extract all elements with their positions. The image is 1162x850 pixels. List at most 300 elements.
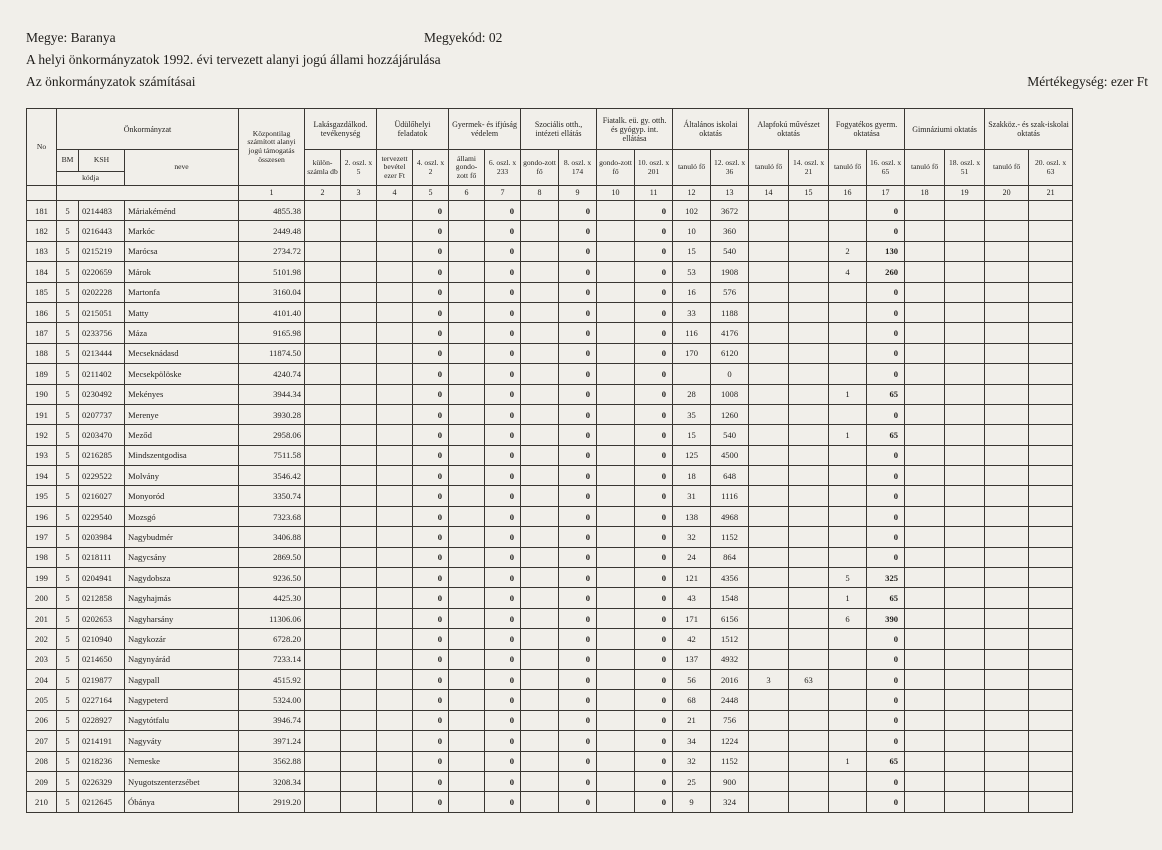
table-row xyxy=(27,792,1157,812)
row-total: 9165.98 xyxy=(239,323,305,343)
cell-col3 xyxy=(341,649,377,669)
cell-col20 xyxy=(985,649,1029,669)
row-bm-code: 5 xyxy=(57,384,79,404)
cell-col13: 2016 xyxy=(711,669,749,689)
column-number-blank xyxy=(27,186,57,201)
row-no: 207 xyxy=(27,731,57,751)
row-no: 184 xyxy=(27,262,57,282)
cell-col16 xyxy=(829,629,867,649)
cell-col16 xyxy=(829,486,867,506)
column-number: 13 xyxy=(711,186,749,201)
row-ksh-code: 0204941 xyxy=(79,568,125,588)
cell-col18 xyxy=(905,262,945,282)
cell-col3 xyxy=(341,669,377,689)
cell-col19 xyxy=(945,384,985,404)
cell-col20 xyxy=(985,221,1029,241)
cell-col11: 0 xyxy=(635,629,673,649)
row-municipality-name: Nagyharsány xyxy=(125,608,239,628)
sub-header: 16. oszl. x 65 xyxy=(867,150,905,186)
cell-col11: 0 xyxy=(635,486,673,506)
cell-col9: 0 xyxy=(559,425,597,445)
row-ksh-code: 0211402 xyxy=(79,364,125,384)
cell-col4 xyxy=(377,710,413,730)
cell-col3 xyxy=(341,792,377,812)
cell-col14 xyxy=(749,404,789,424)
cell-col5: 0 xyxy=(413,201,449,221)
table-row xyxy=(27,466,1157,486)
cell-col19 xyxy=(945,547,985,567)
cell-col16 xyxy=(829,404,867,424)
cell-col8 xyxy=(521,690,559,710)
cell-col2 xyxy=(305,649,341,669)
group-header: Fogyatékos gyerm. oktatása xyxy=(829,109,905,150)
cell-col16 xyxy=(829,547,867,567)
row-municipality-name: Mecsekpölöske xyxy=(125,364,239,384)
cell-col19 xyxy=(945,608,985,628)
cell-col16: 4 xyxy=(829,262,867,282)
cell-col8 xyxy=(521,466,559,486)
cell-col13: 900 xyxy=(711,771,749,791)
cell-col13: 6156 xyxy=(711,608,749,628)
cell-col17: 0 xyxy=(867,547,905,567)
cell-col10 xyxy=(597,771,635,791)
cell-col21 xyxy=(1029,751,1073,771)
row-municipality-name: Márok xyxy=(125,262,239,282)
cell-col10 xyxy=(597,588,635,608)
table-body xyxy=(27,201,1157,813)
row-bm-code: 5 xyxy=(57,425,79,445)
table-row xyxy=(27,425,1157,445)
cell-col3 xyxy=(341,771,377,791)
row-no: 196 xyxy=(27,506,57,526)
row-municipality-name: Nagypeterd xyxy=(125,690,239,710)
cell-col18 xyxy=(905,588,945,608)
table-row xyxy=(27,568,1157,588)
cell-col20 xyxy=(985,690,1029,710)
cell-col9: 0 xyxy=(559,323,597,343)
row-total: 2919.20 xyxy=(239,792,305,812)
cell-col13: 1260 xyxy=(711,404,749,424)
cell-col16 xyxy=(829,710,867,730)
cell-col18 xyxy=(905,364,945,384)
cell-col11: 0 xyxy=(635,506,673,526)
cell-col6 xyxy=(449,302,485,322)
sub-header: 8. oszl. x 174 xyxy=(559,150,597,186)
cell-col16 xyxy=(829,201,867,221)
row-municipality-name: Nagycsány xyxy=(125,547,239,567)
cell-col6 xyxy=(449,710,485,730)
cell-col13: 4968 xyxy=(711,506,749,526)
cell-col19 xyxy=(945,629,985,649)
cell-col11: 0 xyxy=(635,343,673,363)
cell-col19 xyxy=(945,262,985,282)
sub-header: 20. oszl. x 63 xyxy=(1029,150,1073,186)
cell-col21 xyxy=(1029,629,1073,649)
cell-col4 xyxy=(377,282,413,302)
cell-col21 xyxy=(1029,364,1073,384)
cell-col4 xyxy=(377,608,413,628)
cell-col20 xyxy=(985,201,1029,221)
cell-col17: 0 xyxy=(867,282,905,302)
cell-col13: 864 xyxy=(711,547,749,567)
column-number: 2 xyxy=(305,186,341,201)
cell-col5: 0 xyxy=(413,506,449,526)
cell-col2 xyxy=(305,608,341,628)
cell-col15 xyxy=(789,506,829,526)
cell-col10 xyxy=(597,343,635,363)
row-bm-code: 5 xyxy=(57,547,79,567)
cell-col18 xyxy=(905,792,945,812)
col-bm: BM xyxy=(57,150,79,172)
row-total: 6728.20 xyxy=(239,629,305,649)
row-ksh-code: 0214191 xyxy=(79,731,125,751)
row-total: 4101.40 xyxy=(239,302,305,322)
table-row xyxy=(27,404,1157,424)
cell-col2 xyxy=(305,221,341,241)
cell-col8 xyxy=(521,771,559,791)
cell-col3 xyxy=(341,731,377,751)
row-ksh-code: 0210940 xyxy=(79,629,125,649)
row-municipality-name: Matty xyxy=(125,302,239,322)
table-row xyxy=(27,649,1157,669)
col-onkormanyzat: Önkormányzat xyxy=(57,109,239,150)
row-no: 198 xyxy=(27,547,57,567)
cell-col9: 0 xyxy=(559,384,597,404)
cell-col3 xyxy=(341,547,377,567)
cell-col9: 0 xyxy=(559,751,597,771)
row-municipality-name: Mozsgó xyxy=(125,506,239,526)
cell-col5: 0 xyxy=(413,771,449,791)
cell-col9: 0 xyxy=(559,649,597,669)
cell-col15 xyxy=(789,364,829,384)
row-total: 2958.06 xyxy=(239,425,305,445)
cell-col5: 0 xyxy=(413,649,449,669)
cell-col18 xyxy=(905,466,945,486)
row-total: 11874.50 xyxy=(239,343,305,363)
cell-col2 xyxy=(305,751,341,771)
table-row xyxy=(27,384,1157,404)
cell-col5: 0 xyxy=(413,792,449,812)
cell-col15 xyxy=(789,221,829,241)
cell-col6 xyxy=(449,384,485,404)
cell-col8 xyxy=(521,792,559,812)
cell-col20 xyxy=(985,364,1029,384)
cell-col7: 0 xyxy=(485,792,521,812)
cell-col7: 0 xyxy=(485,690,521,710)
cell-col17: 65 xyxy=(867,751,905,771)
cell-col19 xyxy=(945,466,985,486)
cell-col13: 1008 xyxy=(711,384,749,404)
cell-col6 xyxy=(449,669,485,689)
cell-col19 xyxy=(945,364,985,384)
row-no: 181 xyxy=(27,201,57,221)
sub-header: tanuló fő xyxy=(905,150,945,186)
column-number-row xyxy=(27,186,1157,201)
column-number-blank xyxy=(57,186,239,201)
cell-col8 xyxy=(521,384,559,404)
cell-col6 xyxy=(449,588,485,608)
cell-col16: 1 xyxy=(829,384,867,404)
cell-col2 xyxy=(305,262,341,282)
cell-col5: 0 xyxy=(413,323,449,343)
table-row xyxy=(27,302,1157,322)
cell-col12: 21 xyxy=(673,710,711,730)
cell-col12: 68 xyxy=(673,690,711,710)
cell-col8 xyxy=(521,241,559,261)
cell-col13: 324 xyxy=(711,792,749,812)
cell-col10 xyxy=(597,302,635,322)
cell-col13: 360 xyxy=(711,221,749,241)
table-row xyxy=(27,241,1157,261)
row-ksh-code: 0207737 xyxy=(79,404,125,424)
cell-col5: 0 xyxy=(413,445,449,465)
cell-col3 xyxy=(341,608,377,628)
cell-col21 xyxy=(1029,282,1073,302)
cell-col4 xyxy=(377,201,413,221)
cell-col15 xyxy=(789,241,829,261)
cell-col6 xyxy=(449,282,485,302)
cell-col12: 15 xyxy=(673,241,711,261)
cell-col18 xyxy=(905,404,945,424)
row-no: 209 xyxy=(27,771,57,791)
cell-col15 xyxy=(789,282,829,302)
cell-col12: 25 xyxy=(673,771,711,791)
cell-col19 xyxy=(945,751,985,771)
cell-col14 xyxy=(749,751,789,771)
cell-col18 xyxy=(905,731,945,751)
table-row xyxy=(27,731,1157,751)
row-bm-code: 5 xyxy=(57,364,79,384)
cell-col12: 33 xyxy=(673,302,711,322)
cell-col11: 0 xyxy=(635,527,673,547)
cell-col6 xyxy=(449,425,485,445)
cell-col6 xyxy=(449,343,485,363)
cell-col5: 0 xyxy=(413,486,449,506)
cell-col16 xyxy=(829,221,867,241)
cell-col13: 576 xyxy=(711,282,749,302)
cell-col17: 0 xyxy=(867,506,905,526)
cell-col17: 325 xyxy=(867,568,905,588)
row-bm-code: 5 xyxy=(57,506,79,526)
cell-col8 xyxy=(521,669,559,689)
cell-col15 xyxy=(789,731,829,751)
cell-col16: 6 xyxy=(829,608,867,628)
cell-col16 xyxy=(829,771,867,791)
cell-col21 xyxy=(1029,568,1073,588)
cell-col9: 0 xyxy=(559,343,597,363)
unit-label: Mértékegység: ezer Ft xyxy=(1027,74,1148,89)
cell-col2 xyxy=(305,282,341,302)
cell-col16 xyxy=(829,731,867,751)
row-bm-code: 5 xyxy=(57,629,79,649)
cell-col13: 4932 xyxy=(711,649,749,669)
row-no: 201 xyxy=(27,608,57,628)
cell-col2 xyxy=(305,629,341,649)
cell-col5: 0 xyxy=(413,262,449,282)
cell-col4 xyxy=(377,792,413,812)
cell-col8 xyxy=(521,302,559,322)
cell-col21 xyxy=(1029,527,1073,547)
cell-col6 xyxy=(449,771,485,791)
cell-col10 xyxy=(597,710,635,730)
sub-header: 14. oszl. x 21 xyxy=(789,150,829,186)
row-bm-code: 5 xyxy=(57,282,79,302)
cell-col6 xyxy=(449,629,485,649)
cell-col16 xyxy=(829,690,867,710)
cell-col5: 0 xyxy=(413,241,449,261)
cell-col20 xyxy=(985,588,1029,608)
cell-col2 xyxy=(305,445,341,465)
cell-col20 xyxy=(985,792,1029,812)
cell-col6 xyxy=(449,792,485,812)
cell-col2 xyxy=(305,731,341,751)
cell-col7: 0 xyxy=(485,506,521,526)
row-municipality-name: Máriakéménd xyxy=(125,201,239,221)
cell-col2 xyxy=(305,506,341,526)
cell-col2 xyxy=(305,710,341,730)
row-ksh-code: 0228927 xyxy=(79,710,125,730)
cell-col2 xyxy=(305,486,341,506)
cell-col17: 0 xyxy=(867,690,905,710)
cell-col7: 0 xyxy=(485,751,521,771)
cell-col11: 0 xyxy=(635,201,673,221)
cell-col17: 0 xyxy=(867,323,905,343)
cell-col3 xyxy=(341,486,377,506)
cell-col9: 0 xyxy=(559,547,597,567)
cell-col9: 0 xyxy=(559,445,597,465)
row-total: 4425.30 xyxy=(239,588,305,608)
cell-col17: 0 xyxy=(867,771,905,791)
cell-col7: 0 xyxy=(485,669,521,689)
row-municipality-name: Nagytótfalu xyxy=(125,710,239,730)
table-row xyxy=(27,201,1157,221)
row-no: 187 xyxy=(27,323,57,343)
row-municipality-name: Markóc xyxy=(125,221,239,241)
cell-col4 xyxy=(377,690,413,710)
cell-col2 xyxy=(305,302,341,322)
cell-col18 xyxy=(905,384,945,404)
row-total: 3208.34 xyxy=(239,771,305,791)
cell-col20 xyxy=(985,323,1029,343)
row-municipality-name: Marócsa xyxy=(125,241,239,261)
cell-col20 xyxy=(985,282,1029,302)
row-municipality-name: Nagyhajmás xyxy=(125,588,239,608)
row-ksh-code: 0218111 xyxy=(79,547,125,567)
cell-col16: 5 xyxy=(829,568,867,588)
row-ksh-code: 0218236 xyxy=(79,751,125,771)
cell-col17: 0 xyxy=(867,445,905,465)
cell-col9: 0 xyxy=(559,466,597,486)
cell-col11: 0 xyxy=(635,792,673,812)
cell-col5: 0 xyxy=(413,527,449,547)
cell-col3 xyxy=(341,384,377,404)
row-total: 2734.72 xyxy=(239,241,305,261)
cell-col8 xyxy=(521,608,559,628)
cell-col10 xyxy=(597,241,635,261)
cell-col21 xyxy=(1029,547,1073,567)
cell-col6 xyxy=(449,649,485,669)
col-ksh: KSH xyxy=(79,150,125,172)
table-row xyxy=(27,629,1157,649)
cell-col16: 1 xyxy=(829,751,867,771)
cell-col11: 0 xyxy=(635,751,673,771)
cell-col4 xyxy=(377,669,413,689)
column-number: 17 xyxy=(867,186,905,201)
cell-col15 xyxy=(789,466,829,486)
cell-col13: 0 xyxy=(711,364,749,384)
cell-col7: 0 xyxy=(485,527,521,547)
cell-col5: 0 xyxy=(413,343,449,363)
cell-col10 xyxy=(597,445,635,465)
cell-col16 xyxy=(829,323,867,343)
cell-col21 xyxy=(1029,241,1073,261)
row-bm-code: 5 xyxy=(57,771,79,791)
cell-col12: 125 xyxy=(673,445,711,465)
cell-col21 xyxy=(1029,792,1073,812)
cell-col19 xyxy=(945,425,985,445)
cell-col21 xyxy=(1029,608,1073,628)
cell-col3 xyxy=(341,629,377,649)
row-total: 4515.92 xyxy=(239,669,305,689)
row-ksh-code: 0216443 xyxy=(79,221,125,241)
cell-col7: 0 xyxy=(485,629,521,649)
cell-col9: 0 xyxy=(559,404,597,424)
cell-col20 xyxy=(985,384,1029,404)
cell-col2 xyxy=(305,547,341,567)
cell-col18 xyxy=(905,282,945,302)
row-municipality-name: Nemeske xyxy=(125,751,239,771)
row-no: 202 xyxy=(27,629,57,649)
row-ksh-code: 0226329 xyxy=(79,771,125,791)
column-number: 19 xyxy=(945,186,985,201)
cell-col17: 0 xyxy=(867,364,905,384)
row-total: 3944.34 xyxy=(239,384,305,404)
cell-col5: 0 xyxy=(413,608,449,628)
cell-col14 xyxy=(749,710,789,730)
cell-col20 xyxy=(985,486,1029,506)
cell-col4 xyxy=(377,486,413,506)
cell-col21 xyxy=(1029,506,1073,526)
cell-col20 xyxy=(985,302,1029,322)
cell-col7: 0 xyxy=(485,384,521,404)
column-number: 10 xyxy=(597,186,635,201)
cell-col15 xyxy=(789,710,829,730)
table-row xyxy=(27,343,1157,363)
cell-col11: 0 xyxy=(635,384,673,404)
cell-col9: 0 xyxy=(559,568,597,588)
cell-col8 xyxy=(521,486,559,506)
cell-col11: 0 xyxy=(635,690,673,710)
row-bm-code: 5 xyxy=(57,669,79,689)
cell-col8 xyxy=(521,527,559,547)
cell-col14: 3 xyxy=(749,669,789,689)
cell-col13: 2448 xyxy=(711,690,749,710)
cell-col2 xyxy=(305,425,341,445)
cell-col9: 0 xyxy=(559,792,597,812)
table-row xyxy=(27,527,1157,547)
column-number: 12 xyxy=(673,186,711,201)
col-kodja: kódja xyxy=(57,172,125,186)
cell-col7: 0 xyxy=(485,201,521,221)
row-total: 5324.00 xyxy=(239,690,305,710)
cell-col20 xyxy=(985,506,1029,526)
cell-col10 xyxy=(597,364,635,384)
row-total: 4855.38 xyxy=(239,201,305,221)
allocation-table xyxy=(26,108,1157,813)
row-bm-code: 5 xyxy=(57,302,79,322)
cell-col10 xyxy=(597,466,635,486)
group-header: Szakköz.- és szak-iskolai oktatás xyxy=(985,109,1073,150)
